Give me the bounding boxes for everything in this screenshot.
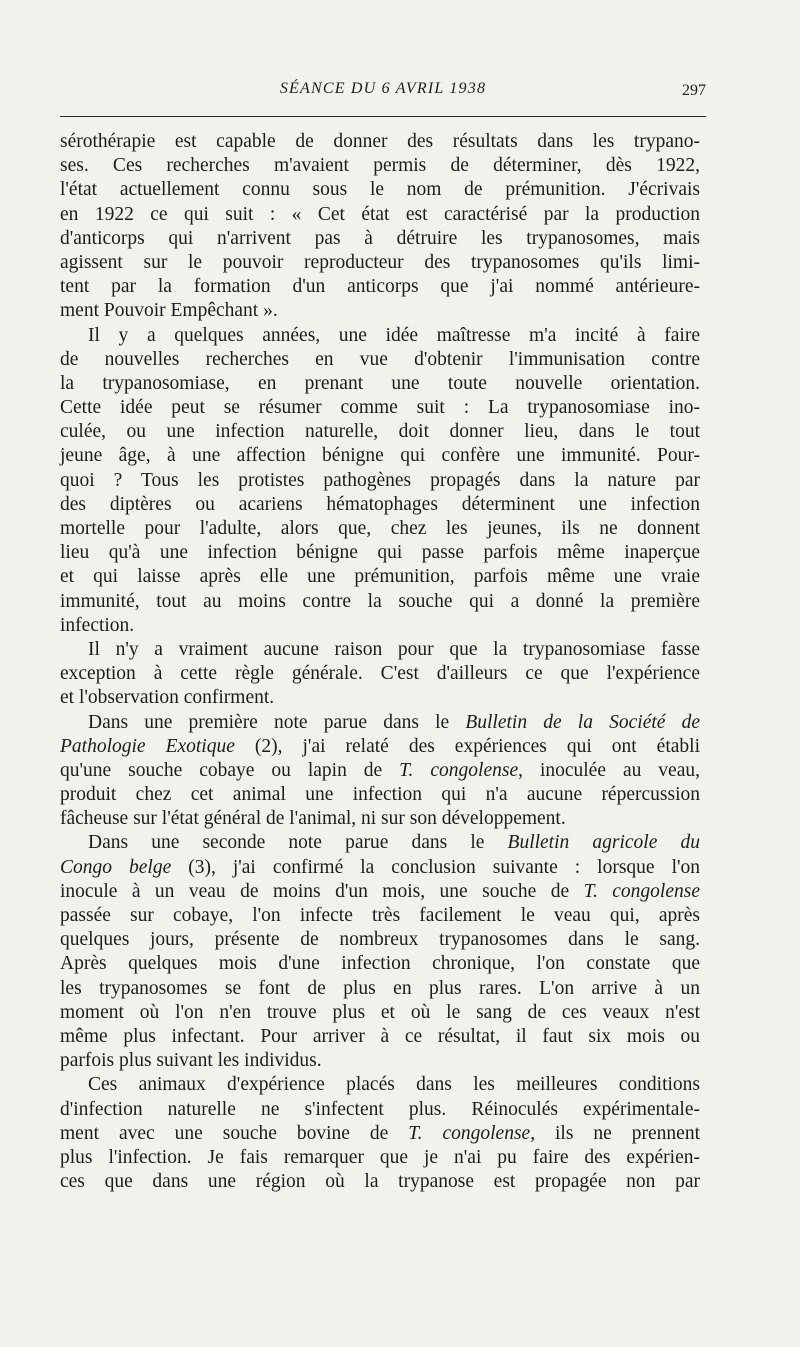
header-rule [60, 116, 706, 117]
text-line: Congo belge (3), j'ai confirmé la conclusion suivante : lorsque l'on [60, 856, 701, 878]
text-line: Après quelques mois d'une infection chronique, l'on constate que [60, 953, 700, 975]
species-name: T. congolense [408, 1122, 531, 1144]
page-number: 297 [682, 82, 706, 99]
text-line: Ces animaux d'expérience placés dans les meilleures conditions [88, 1074, 700, 1096]
text-line: exception à cette règle générale. C'est d'ailleurs ce que l'expérience [60, 663, 700, 685]
text-line: inocule à un veau de moins d'un mois, une souche de T. congolense [60, 880, 700, 902]
text-line: parfois plus suivant les individus. [60, 1050, 322, 1072]
page-header [60, 80, 706, 110]
body-text [60, 130, 700, 1194]
text-line: culée, ou une infection naturelle, doit donner lieu, dans le tout [60, 421, 700, 443]
text-line: Pathologie Exotique (2), j'ai relaté des expériences qui ont établi [60, 735, 700, 757]
journal-title: Congo belge [60, 856, 172, 878]
journal-title: Bulletin de la Société de [465, 711, 701, 733]
species-name: T. congolense [399, 759, 519, 781]
text-line: quoi ? Tous les protistes pathogènes propagés dans la nature par [60, 469, 700, 491]
text-line: passée sur cobaye, l'on infecte très facilement le veau qui, après [60, 905, 700, 926]
journal-title: Pathologie Exotique [60, 735, 235, 757]
text-line: ment avec une souche bovine de T. congolense, ils ne prennent [60, 1122, 700, 1144]
text-line: et qui laisse après elle une prémunition, parfois même une vraie [60, 566, 700, 588]
text-line: infection. [60, 614, 135, 636]
text-line: ment Pouvoir Empêchant ». [60, 300, 278, 322]
text-line: ces que dans une région où la trypanose est propagée non par [60, 1171, 700, 1193]
text-line: des diptères ou acariens hématophages déterminent une infection [60, 493, 700, 515]
text-line: fâcheuse sur l'état général de l'animal, ni sur son développement. [60, 808, 566, 830]
text-line: la trypanosomiase, en prenant une toute nouvelle orientation. [60, 372, 700, 394]
text-line: tent par la formation d'un anticorps que j'ai nommé antérieure- [60, 276, 700, 298]
text-line: qu'une souche cobaye ou lapin de T. congolense, inoculée au veau, [60, 759, 700, 781]
text-line: Cette idée peut se résumer comme suit : La trypanosomiase ino- [60, 397, 700, 419]
journal-title: Bulletin agricole du [507, 832, 700, 854]
text-line: produit chez cet animal une infection qui n'a aucune répercussion [60, 784, 700, 806]
text-line: sérothérapie est capable de donner des résultats dans les trypano- [60, 131, 700, 152]
text-line: et l'observation confirment. [60, 687, 275, 709]
text-line: moment où l'on n'en trouve plus et où le sang de ces veaux n'est [60, 1001, 700, 1023]
text-line: d'infection naturelle ne s'infectent plus. Réinoculés expérimentale- [60, 1098, 700, 1120]
text-line: immunité, tout au moins contre la souche qui a donné la première [60, 590, 700, 612]
text-line: l'état actuellement connu sous le nom de prémunition. J'écrivais [60, 179, 700, 201]
text-line: même plus infectant. Pour arriver à ce résultat, il faut six mois ou [60, 1025, 700, 1047]
text-line: Dans une première note parue dans le Bulletin de la Société de [88, 711, 701, 733]
species-name: T. congolense [583, 880, 700, 902]
text-line: de nouvelles recherches en vue d'obtenir l'immunisation contre [60, 348, 700, 370]
text-line: quelques jours, présente de nombreux trypanosomes dans le sang. [60, 929, 700, 951]
text-line: agissent sur le pouvoir reproducteur des trypanosomes qu'ils limi- [60, 251, 700, 273]
text-line: lieu qu'à une infection bénigne qui passe parfois même inaperçue [60, 542, 700, 564]
text-line: les trypanosomes se font de plus en plus rares. L'on arrive à un [60, 977, 700, 999]
running-title: SÉANCE DU 6 AVRIL 1938 [279, 80, 487, 97]
text-line: d'anticorps qui n'arrivent pas à détruire les trypanosomes, mais [60, 227, 700, 249]
text-line: mortelle pour l'adulte, alors que, chez les jeunes, ils ne donnent [60, 518, 700, 539]
text-line: Il n'y a vraiment aucune raison pour que la trypanosomiase fasse [88, 638, 700, 660]
text-line: en 1922 ce qui suit : « Cet état est caractérisé par la production [60, 203, 700, 225]
text-line: Il y a quelques années, une idée maîtresse m'a incité à faire [88, 324, 700, 346]
text-line: plus l'infection. Je fais remarquer que je n'ai pu faire des expérien- [60, 1146, 700, 1168]
text-line: jeune âge, à une affection bénigne qui confère une immunité. Pour- [60, 445, 700, 467]
text-line: Dans une seconde note parue dans le Bulletin agricole du [88, 832, 700, 854]
text-line: ses. Ces recherches m'avaient permis de déterminer, dès 1922, [60, 155, 700, 177]
